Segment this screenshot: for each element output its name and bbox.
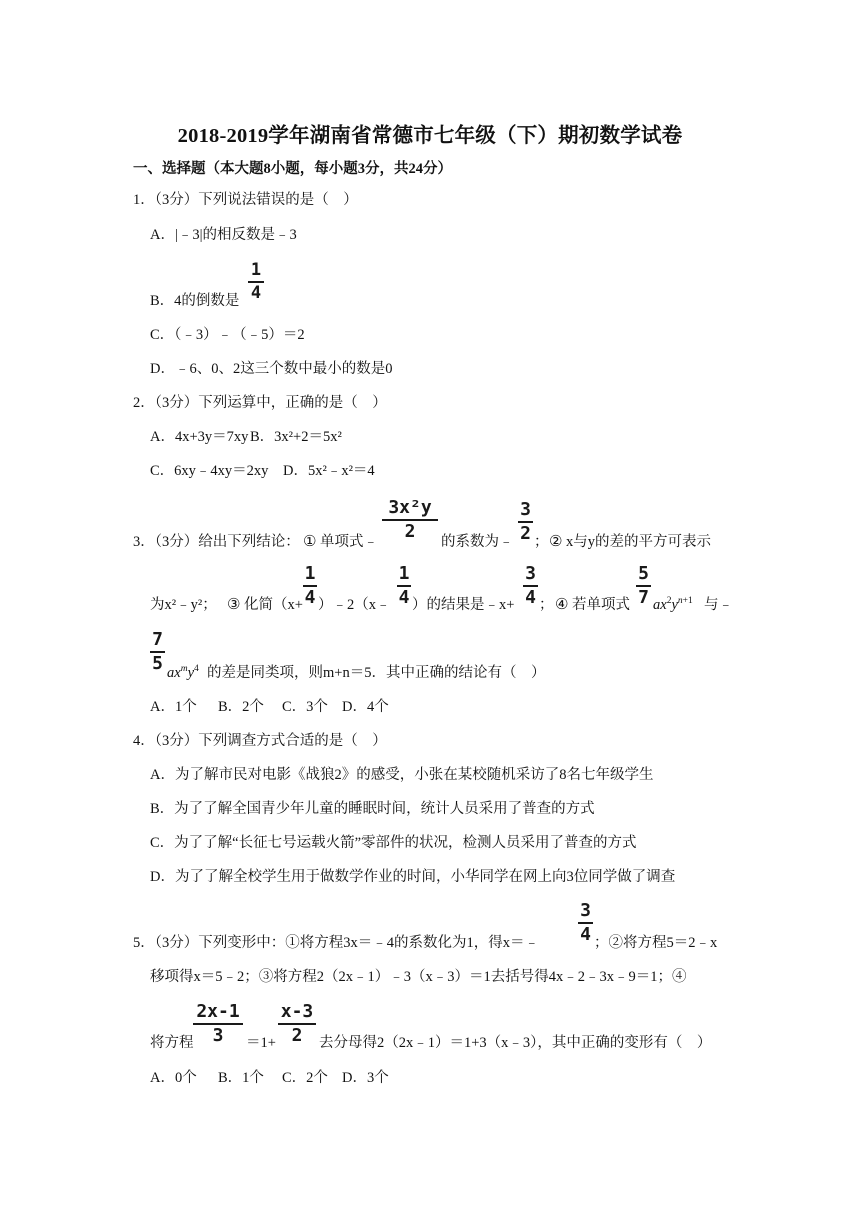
- q3-line2-result: ）的结果是﹣x+: [412, 597, 515, 613]
- q3-five-seven-fraction: 5 7: [636, 565, 651, 607]
- q4-option-b: B．为了了解全国青少年儿童的睡眠时间，统计人员采用了普查的方式: [150, 801, 595, 817]
- q3-line2-sep: ；: [539, 597, 554, 613]
- q5-line1-end: ；②将方程5＝2﹣x: [594, 935, 718, 951]
- q1-option-a: A．|﹣3|的相反数是﹣3: [150, 227, 297, 243]
- q3-line2-if: 若单项式: [572, 597, 630, 613]
- q1-option-c: C．（﹣3）﹣（﹣5）＝2: [150, 327, 305, 343]
- q1-stem: 1．（3分）下列说法错误的是（ ）: [133, 192, 358, 208]
- q1-option-d: D．﹣6、0、2这三个数中最小的数是0: [150, 361, 393, 377]
- q2-option-a: A．4x+3y＝7xy: [150, 429, 249, 445]
- q3-line3: 的差是同类项，则m+n＝5．其中正确的结论有（ ）: [207, 665, 546, 681]
- page-title: 2018-2019学年湖南省常德市七年级（下）期初数学试卷: [177, 125, 683, 147]
- q1-fraction: 1 4: [248, 262, 264, 302]
- q4-option-d: D．为了了解全校学生用于做数学作业的时间，小华同学在网上向3位同学做了调查: [150, 869, 676, 885]
- q5-neg-fraction: 3 4: [578, 902, 593, 944]
- q5-option-d: D．3个: [342, 1070, 389, 1086]
- q3-option-b: B．2个: [218, 699, 264, 715]
- q3-coef-fraction: 3 2: [518, 501, 533, 543]
- q3-three-quarter-fraction: 3 4: [523, 565, 538, 607]
- q3-line1-coef: 的系数为﹣: [441, 534, 514, 550]
- q5-line1: 5．（3分）下列变形中：①将方程3x＝﹣4的系数化为1，得x＝﹣: [133, 935, 539, 951]
- q5-line2: 移项得x＝5﹣2；③将方程2（2x﹣1）﹣3（x﹣3）＝1去括号得4x﹣2﹣3x﹣9＝1；④: [150, 969, 687, 985]
- q3-line2-simplify: 化简（x+: [244, 597, 303, 613]
- q3-monomial-fraction: 3x²y 2: [382, 499, 438, 541]
- q5-option-b: B．1个: [218, 1070, 264, 1086]
- q3-circ-1: ①: [303, 532, 317, 550]
- q1-option-b: B．4的倒数是: [150, 293, 240, 309]
- q4-option-a: A．为了解市民对电影《战狼2》的感受，小张在某校随机采访了8名七年级学生: [150, 767, 654, 783]
- q3-line1-end: x与y的差的平方可表示: [566, 534, 711, 550]
- q3-option-c: C．3个: [282, 699, 328, 715]
- q5-left-fraction: 2x-1 3: [193, 1003, 243, 1045]
- q3-line2-minus: ）﹣2（x﹣: [318, 597, 391, 613]
- q3-quarter-fraction-2: 1 4: [398, 563, 410, 608]
- q3-option-a: A．1个: [150, 699, 197, 715]
- q5-right-fraction: x-3 2: [278, 1003, 316, 1045]
- q2-option-d: D．5x²﹣x²＝4: [283, 463, 375, 479]
- q4-option-c: C．为了了解“长征七号运载火箭”零部件的状况，检测人员采用了普查的方式: [150, 835, 637, 851]
- q2-option-b: B．3x²+2＝5x²: [250, 429, 342, 445]
- q5-line3-mid: ＝1+: [246, 1035, 276, 1051]
- q3-line2-start: 为x²﹣y²；: [150, 597, 217, 613]
- q3-option-d: D．4个: [342, 699, 389, 715]
- q3-line1-sep: ；: [534, 534, 549, 550]
- q3-line2-and: 与﹣: [704, 597, 733, 613]
- q5-option-a: A．0个: [150, 1070, 197, 1086]
- q4-stem: 4．（3分）下列调查方式合适的是（ ）: [133, 733, 387, 749]
- q3-monomial-1: $ax^2y^{n+1}$: [653, 596, 693, 613]
- q2-stem: 2．（3分）下列运算中，正确的是（ ）: [133, 395, 387, 411]
- q3-circ-4: ④: [555, 595, 569, 613]
- q3-circ-3: ③: [227, 595, 241, 613]
- q3-quarter-fraction-1: 1 4: [304, 563, 316, 608]
- q3-line1-start: 3．（3分）给出下列结论：: [133, 534, 300, 550]
- q3-monomial-2: $ax^my^4$: [167, 664, 199, 681]
- q5-option-c: C．2个: [282, 1070, 328, 1086]
- q5-line3-start: 将方程: [150, 1035, 194, 1051]
- q3-line1-mono: 单项式﹣: [320, 534, 378, 550]
- q3-circ-2: ②: [549, 532, 563, 550]
- q2-option-c: C．6xy﹣4xy＝2xy: [150, 463, 269, 479]
- section-heading: 一、选择题（本大题8小题，每小题3分，共24分）: [133, 161, 452, 177]
- q5-line3-end: 去分母得2（2x﹣1）＝1+3（x﹣3），其中正确的变形有（ ）: [319, 1035, 712, 1051]
- q3-seven-five-fraction: 7 5: [150, 631, 165, 673]
